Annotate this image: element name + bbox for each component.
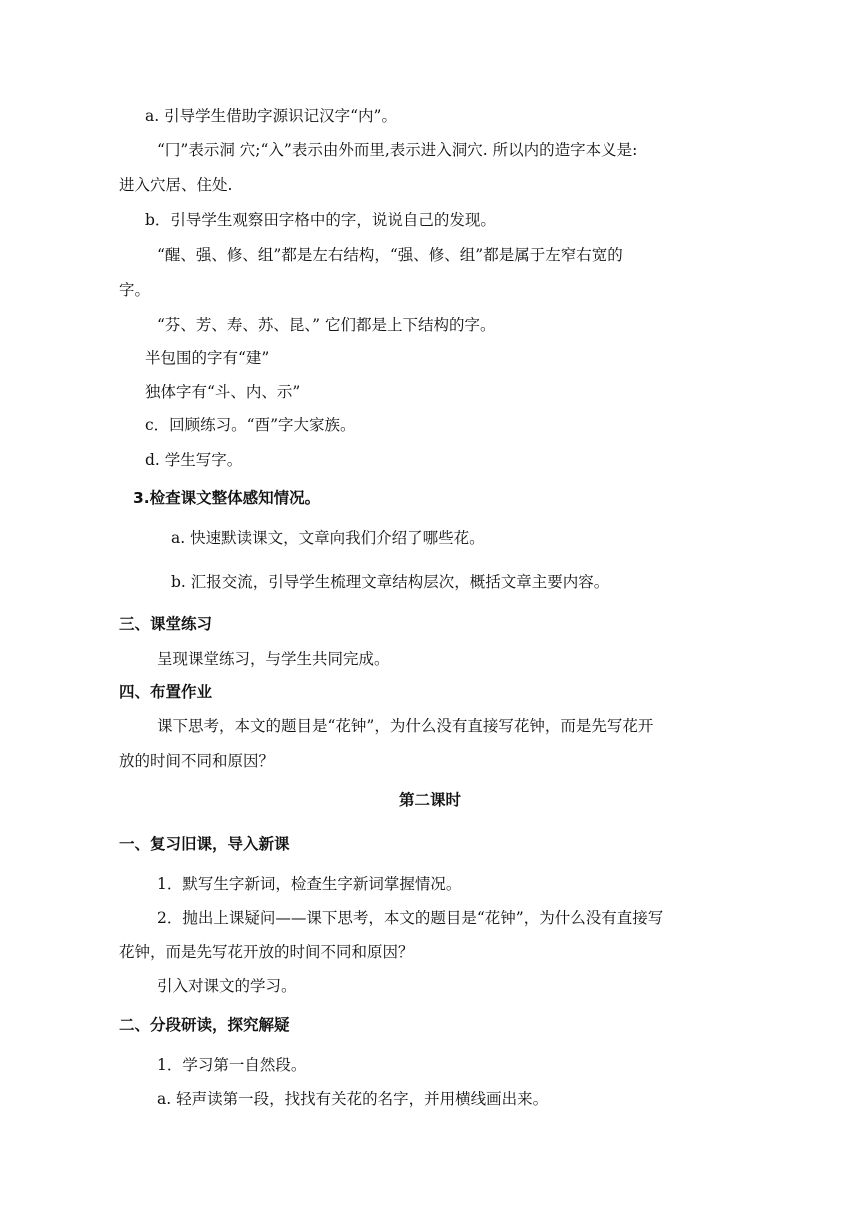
text-line: “醒、强、修、组”都是左右结构，“强、修、组”都是属于左窄右宽的 [157, 246, 623, 264]
section-heading: 三、课堂练习 [119, 615, 213, 633]
text-line: a. 轻声读第一段，找找有关花的名字，并用横线画出来。 [157, 1090, 549, 1108]
section-subheading: 3.检查课文整体感知情况。 [133, 489, 321, 507]
text-line: “芬、芳、寿、苏、昆、” 它们都是上下结构的字。 [157, 316, 496, 334]
section-heading: 二、分段研读，探究解疑 [119, 1016, 290, 1034]
section-heading: 四、布置作业 [119, 683, 213, 701]
lesson-title: 第二课时 [398, 791, 461, 809]
text-line: 进入穴居、住处. [119, 176, 233, 194]
text-line: 半包围的字有“建” [145, 349, 270, 367]
text-line: 1．默写生字新词，检查生字新词掌握情况。 [157, 875, 462, 893]
text-line: d. 学生写字。 [145, 451, 243, 469]
text-line: 1．学习第一自然段。 [157, 1056, 307, 1074]
text-line: c．回顾练习。“酉”字大家族。 [145, 416, 356, 434]
text-line: a. 快速默读课文，文章向我们介绍了哪些花。 [171, 529, 485, 547]
section-heading: 一、复习旧课，导入新课 [119, 835, 290, 853]
text-line: 独体字有“斗、内、示” [145, 383, 301, 401]
text-line: a. 引导学生借助字源识记汉字“内”。 [145, 107, 397, 125]
text-line: 课下思考，本文的题目是“花钟”，为什么没有直接写花钟，而是先写花开 [157, 717, 654, 735]
text-line: b. 汇报交流，引导学生梳理文章结构层次，概括文章主要内容。 [171, 573, 610, 591]
text-line: 引入对课文的学习。 [157, 977, 297, 995]
text-line: 放的时间不同和原因？ [119, 752, 275, 770]
text-line: 花钟，而是先写花开放的时间不同和原因？ [119, 943, 414, 961]
text-line: b．引导学生观察田字格中的字，说说自己的发现。 [145, 211, 496, 229]
text-line: 呈现课堂练习，与学生共同完成。 [157, 650, 390, 668]
text-line: 字。 [119, 281, 151, 299]
text-line: 2．抛出上课疑问——课下思考，本文的题目是“花钟”，为什么没有直接写 [157, 909, 664, 927]
text-line: “冂”表示洞 穴;“入”表示由外而里,表示进入洞穴. 所以内的造字本义是: [157, 141, 638, 159]
